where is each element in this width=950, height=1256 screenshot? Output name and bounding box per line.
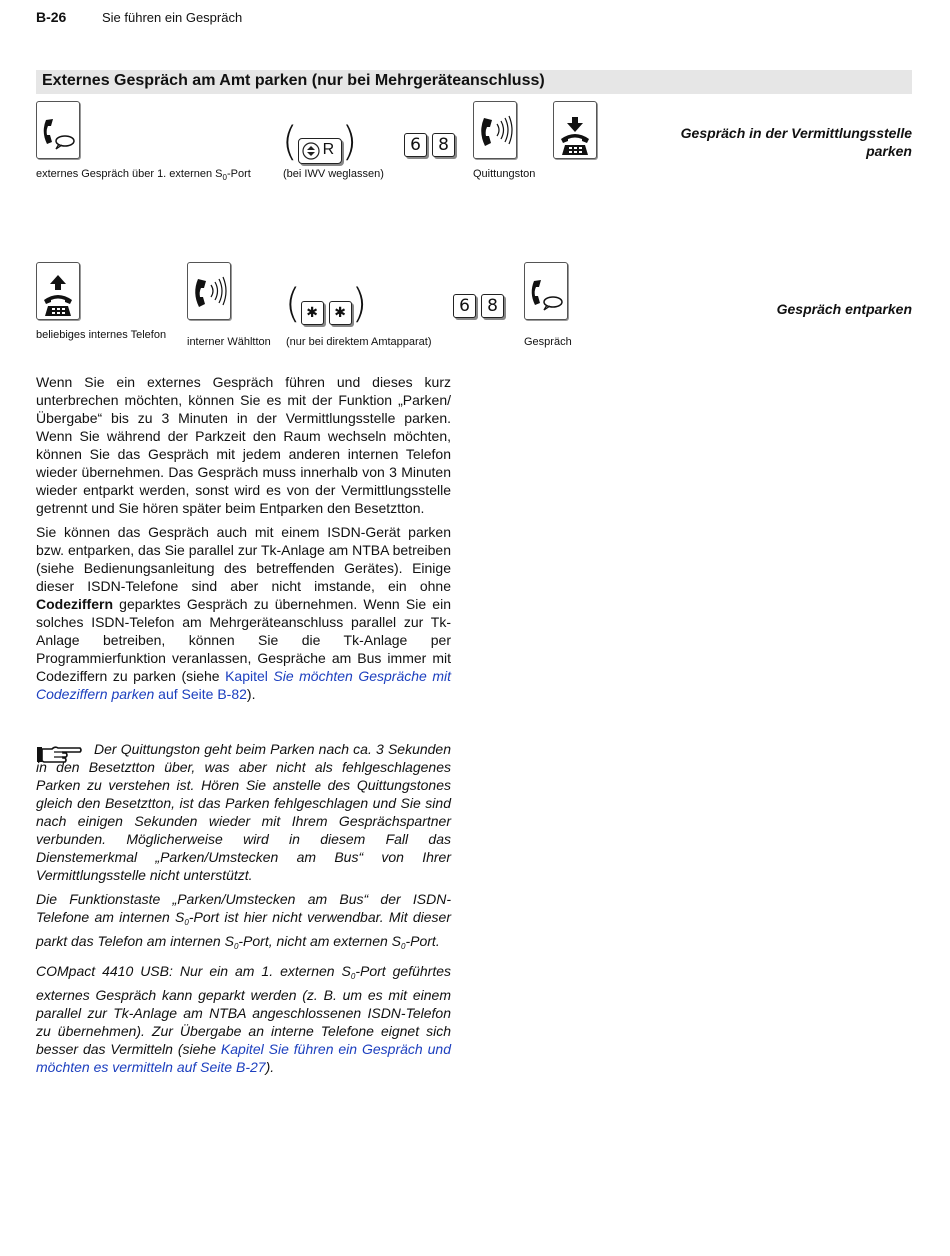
caption-direct-line: (nur bei direktem Amtapparat) xyxy=(286,336,432,348)
note-3: COMpact 4410 USB: Nur ein am 1. externen $S_0$-Port geführtes externes Gespräch kann geparkt werden (z. B. um es mit einem parallel zur Tk-Anlage am NTBA angeschlossenen ISDN-Telefon zu übernehmen). Zur Übergabe an interne Telefone eignet sich besser das Vermitteln (siehe Kapitel Sie führen ein Gespräch und möchten es vermitteln auf Seite B-27). xyxy=(36,963,451,1075)
updown-icon xyxy=(302,142,320,160)
paragraph-1: Wenn Sie ein externes Gespräch führen und dieses kurz unterbrechen möchten, können Sie es mit der Funktion „Parken/Übergabe“ bis zu 3 Minuten in der Vermittlungsstelle parken. Wenn Sie während der Parkzeit den Raum wechseln möchten, können Sie das Gespräch mit jedem anderen internen Telefon wieder übernehmen. Das Gespräch muss innerhalb von 3 Minuten wieder entparkt werden, sonst wird es von der Vermittlungsstelle getrennt und Sie hören später beim Entparken den Besetztton. xyxy=(36,374,451,516)
label-park-call: Gespräch in der Vermittlungsstelle parken xyxy=(680,125,912,159)
iwv-key-group: ( R ) xyxy=(282,119,358,165)
caption-iwv: (bei IWV weglassen) xyxy=(283,168,384,180)
body-text xyxy=(36,373,451,709)
key-6: 6 xyxy=(404,133,427,157)
label-unpark-call: Gespräch entparken xyxy=(776,301,912,317)
key-6: 6 xyxy=(453,294,476,318)
page-number: B-26 xyxy=(36,9,67,25)
section-title: Externes Gespräch am Amt parken (nur bei Mehrgeräteanschluss) xyxy=(42,72,545,89)
note-text xyxy=(36,740,451,1082)
r-key: R xyxy=(298,138,342,164)
handset-speech-icon xyxy=(36,101,80,159)
star-key: ✱ xyxy=(329,301,352,325)
chapter-title: Sie führen ein Gespräch xyxy=(102,10,243,25)
star-key-group: ( ✱ ✱ ) xyxy=(285,281,368,327)
note-1: Der Quittungston geht beim Parken nach ca. 3 Sekunden in den Besetztton über, was aber nicht als fehlgeschlagenes Parken zu verstehen ist. Hören Sie anstelle des Quittungstones gleich den Besetztton, ist das Parken fehlgeschlagen und Sie sind nach einigen Sekunden wieder mit Ihrem Gesprächspartner verbunden. Möglicherweise wird in diesem Fall das Dienstemerkmal „Parken/Umstecken am Bus“ von Ihrer Vermittlungsstelle nicht unterstützt. xyxy=(36,741,451,883)
paragraph-2: Sie können das Gespräch auch mit einem ISDN-Gerät parken bzw. entparken, das Sie parallel zur Tk-Anlage am NTBA betreiben (siehe Bedienungsanleitung des betreffenden Gerätes). Einige dieser ISDN-Telefone sind aber nicht imstande, ein ohne Codeziffern geparktes Gespräch zu übernehmen. Wenn Sie ein solches ISDN-Telefon am Mehrgeräteanschluss parallel zur Tk-Anlage betreiben, können Sie die Tk-Anlage per Programmierfunktion veranlassen, Gespräche am Bus immer mit Codeziffern zu parken (siehe Kapitel Sie möchten Gespräche mit Codeziffern parken auf Seite B-82). xyxy=(36,524,451,702)
handset-tone-icon xyxy=(187,262,231,320)
phone-unpark-icon xyxy=(36,262,80,320)
caption-dial-tone: interner Wähltton xyxy=(187,336,271,348)
note-2: Die Funktionstaste „Parken/Umstecken am Bus“ der ISDN-Telefone am internen $S_0$-Port ist hier nicht verwendbar. Mit dieser parkt das Telefon am internen $S_0$-Port, nicht am externen $S_0$-Port. xyxy=(36,891,451,951)
key-8: 8 xyxy=(481,294,504,318)
caption-call: Gespräch xyxy=(524,336,572,348)
star-key: ✱ xyxy=(301,301,324,325)
caption-internal-phone: beliebiges internes Telefon xyxy=(36,329,167,341)
handset-speech-icon xyxy=(524,262,568,320)
link-vermitteln[interactable]: Kapitel Sie führen ein Gespräch und möchten es vermitteln auf Seite B-27 xyxy=(36,1041,451,1075)
phone-park-icon xyxy=(553,101,597,159)
link-codeziffern[interactable]: Kapitel Sie möchten Gespräche mit Codeziffern parken auf Seite B-82 xyxy=(36,668,451,702)
handset-tone-icon xyxy=(473,101,517,159)
caption-quittungston: Quittungston xyxy=(473,168,536,180)
digit-keys-68 xyxy=(404,133,460,157)
key-8: 8 xyxy=(432,133,455,157)
digit-keys-68 xyxy=(453,294,509,318)
caption-external-call: externes Gespräch über 1. externen $S_0$-Port xyxy=(36,168,251,182)
